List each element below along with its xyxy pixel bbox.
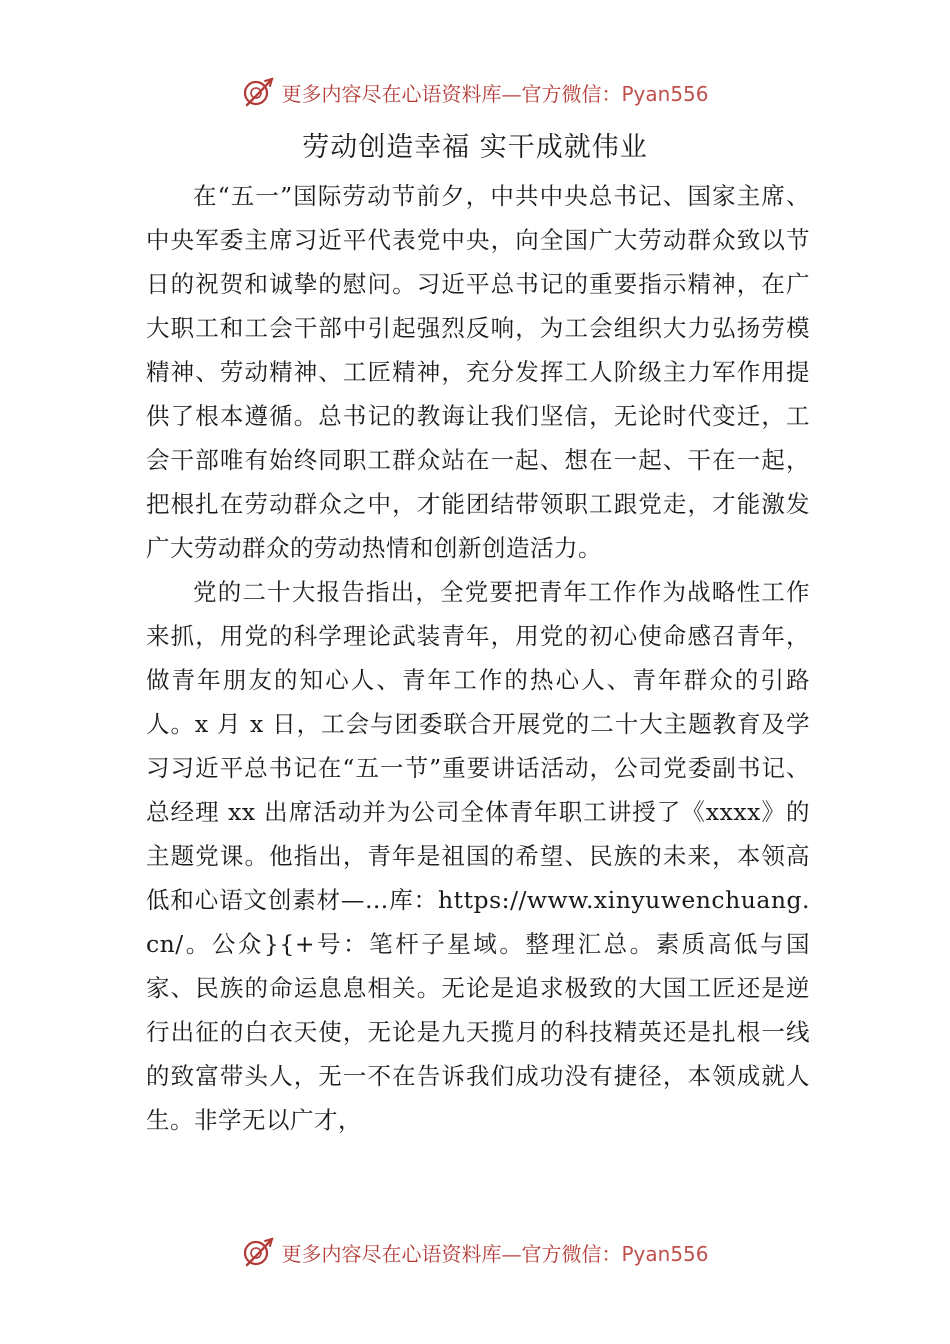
watermark-text: 更多内容尽在心语资料库—官方微信：Pyan556 (281, 1241, 709, 1266)
watermark-text: 更多内容尽在心语资料库—官方微信：Pyan556 (281, 81, 709, 106)
paragraph-2: 党的二十大报告指出，全党要把青年工作作为战略性工作来抓，用党的科学理论武装青年，用党的初心使命感召青年，做青年朋友的知心人、青年工作的热心人、青年群众的引路人。x 月 x 日，工会与团委联合开展党的二十大主题教育及学习习近平总书记在“五一节”重要讲话活动，公司党委副书记、总经理 xx 出席活动并为公司全体青年职工讲授了《xxxx》的主题党课。他指出，青年是祖国的希望、民族的未来，本领高低和心语文创素材—…库：https://www.xinyuwenchuang.cn/。公众}{+号：笔杆子星域。整理汇总。素质高低与国家、民族的命运息息相关。无论是追求极致的大国工匠还是逆行出征的白衣天使，无论是九天揽月的科技精英还是扎根一线的致富带头人，无一不在告诉我们成功没有捷径，本领成就人生。非学无以广才， (146, 578, 810, 1134)
paragraph-1: 在“五一”国际劳动节前夕，中共中央总书记、国家主席、中央军委主席习近平代表党中央，向全国广大劳动群众致以节日的祝贺和诚挚的慰问。习近平总书记的重要指示精神，在广大职工和工会干部中引起强烈反响，为工会组织大力弘扬劳模精神、劳动精神、工匠精神，充分发挥工人阶级主力军作用提供了根本遵循。总书记的教诲让我们坚信，无论时代变迁，工会干部唯有始终同职工群众站在一起、想在一起、干在一起，把根扎在劳动群众之中，才能团结带领职工跟党走，才能激发广大劳动群众的劳动热情和创新创造活力。 (146, 182, 810, 562)
header-watermark (0, 72, 950, 112)
document-title: 劳动创造幸福 实干成就伟业 (302, 132, 648, 163)
document-body (146, 174, 810, 1142)
brand-logo-icon (241, 75, 275, 109)
footer-watermark (0, 1232, 950, 1272)
brand-logo-icon (241, 1235, 275, 1269)
